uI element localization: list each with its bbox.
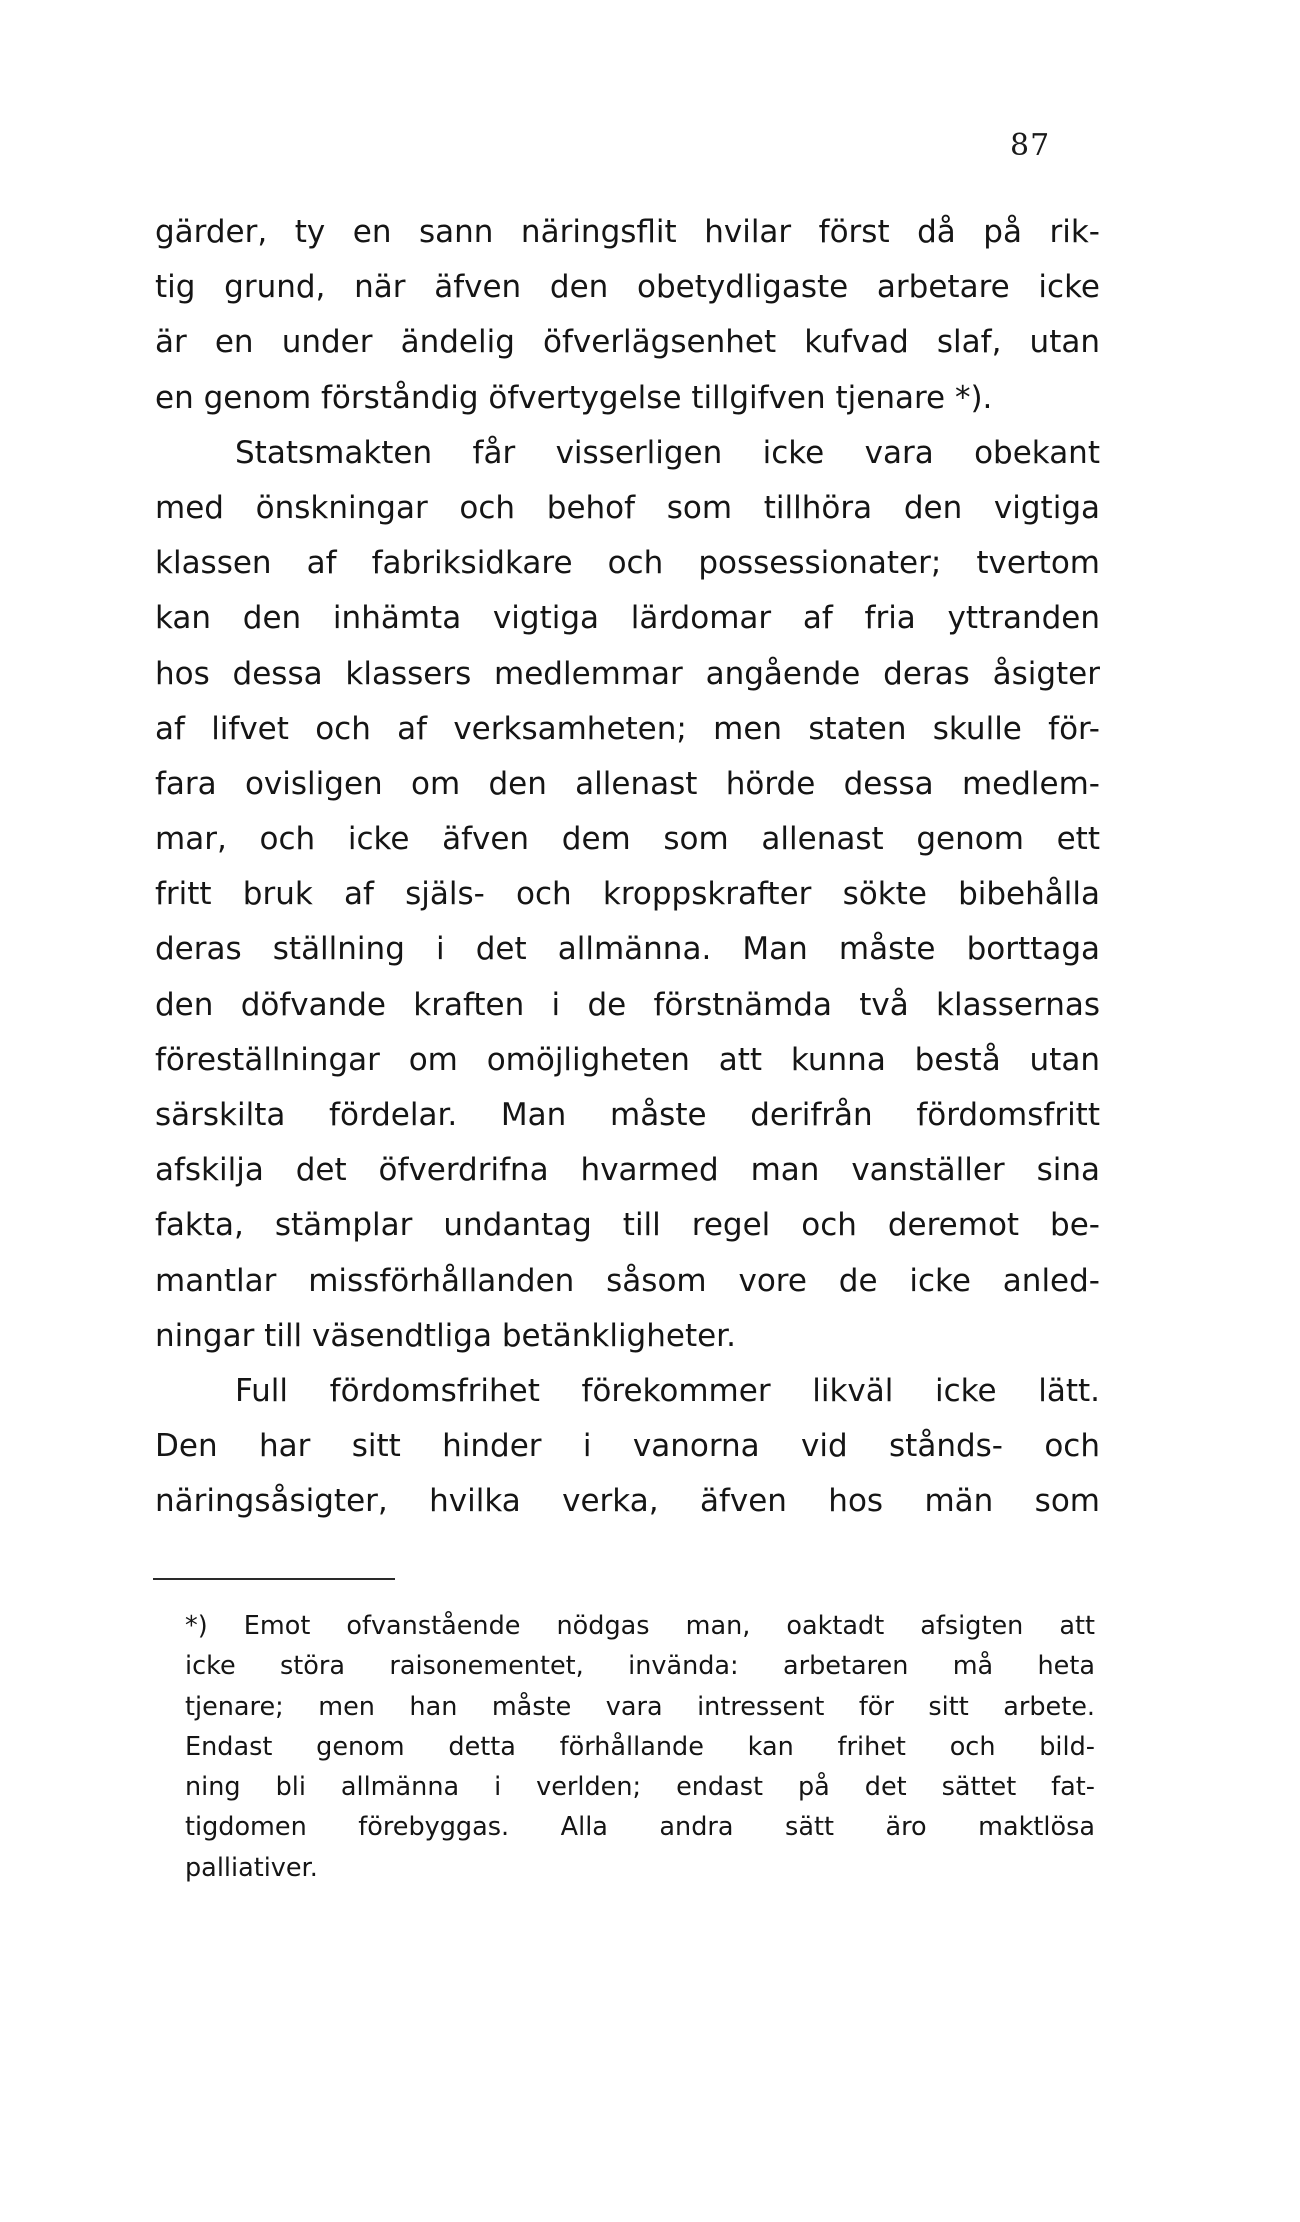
footnote-line: icke störa raisonementet, invända: arbetaren må heta: [185, 1651, 1095, 1682]
body-line: med önskningar och behof som tillhöra den vigtiga: [155, 489, 1100, 526]
footnote-line: tigdomen förebyggas. Alla andra sätt äro maktlösa: [185, 1812, 1095, 1843]
body-line: den döfvande kraften i de förstnämda två klassernas: [155, 986, 1100, 1023]
body-line: fritt bruk af själs- och kroppskrafter sökte bibehålla: [155, 876, 1100, 913]
body-line: mar, och icke äfven dem som allenast genom ett: [155, 821, 1100, 858]
footnote-line: ning bli allmänna i verlden; endast på det sättet fat-: [185, 1772, 1095, 1803]
body-line: deras ställning i det allmänna. Man måste borttaga: [155, 931, 1100, 968]
body-line: tig grund, när äfven den obetydligaste arbetare icke: [155, 269, 1100, 306]
body-line: Full fördomsfrihet förekommer likväl icke lätt.: [235, 1372, 1100, 1409]
body-line: näringsåsigter, hvilka verka, äfven hos män som: [155, 1483, 1100, 1520]
body-line: en genom förståndig öfvertygelse tillgifven tjenare *).: [155, 379, 993, 416]
body-line: föreställningar om omöjligheten att kunna bestå utan: [155, 1041, 1100, 1078]
body-text: [155, 205, 1100, 1530]
footnote: [185, 1606, 1095, 1888]
body-line: gärder, ty en sann näringsflit hvilar först då på rik-: [155, 214, 1100, 250]
body-line: Den har sitt hinder i vanorna vid stånds- och: [155, 1428, 1100, 1465]
page-number: 87: [1010, 128, 1051, 163]
footnote-line: palliativer.: [185, 1852, 318, 1883]
footnote-line: *) Emot ofvanstående nödgas man, oaktadt afsigten att: [185, 1611, 1095, 1641]
body-line: hos dessa klassers medlemmar angående deras åsigter: [155, 655, 1100, 692]
body-line: klassen af fabriksidkare och possessionater; tvertom: [155, 545, 1100, 582]
body-line: fakta, stämplar undantag till regel och deremot be-: [155, 1207, 1100, 1244]
body-line: ningar till väsendtliga betänkligheter.: [155, 1317, 736, 1354]
body-line: är en under ändelig öfverlägsenhet kufvad slaf, utan: [155, 324, 1100, 361]
footnote-line: Endast genom detta förhållande kan frihet och bild-: [185, 1731, 1095, 1762]
body-line: kan den inhämta vigtiga lärdomar af fria yttranden: [155, 600, 1100, 637]
body-line: Statsmakten får visserligen icke vara obekant: [235, 434, 1100, 471]
body-line: särskilta fördelar. Man måste derifrån fördomsfritt: [155, 1097, 1100, 1133]
body-line: mantlar missförhållanden såsom vore de icke anled-: [155, 1262, 1100, 1299]
body-line: afskilja det öfverdrifna hvarmed man vanställer sina: [155, 1152, 1100, 1189]
footnote-divider: [153, 1578, 395, 1580]
footnote-line: tjenare; men han måste vara intressent för sitt arbete.: [185, 1691, 1095, 1722]
body-line: af lifvet och af verksamheten; men staten skulle för-: [155, 710, 1100, 747]
body-line: fara ovisligen om den allenast hörde dessa medlem-: [155, 765, 1100, 802]
